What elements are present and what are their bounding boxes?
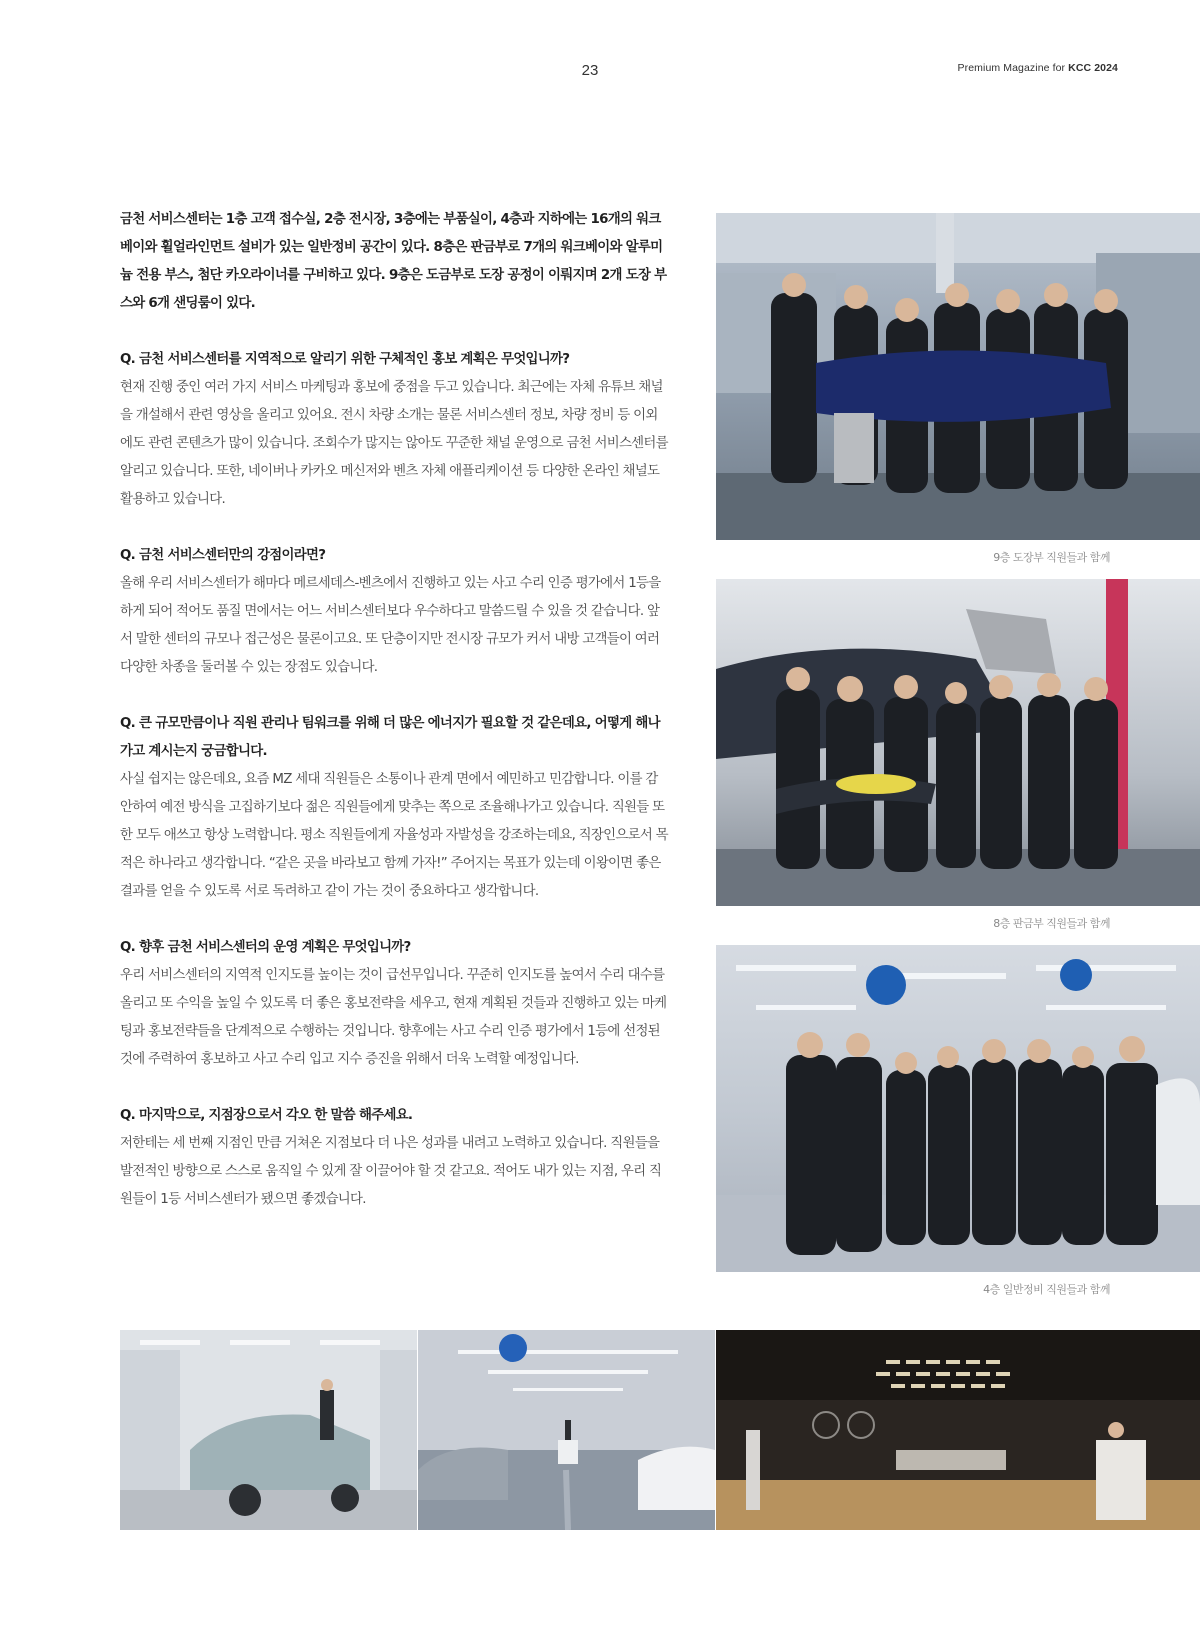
answer-1: 현재 진행 중인 여러 가지 서비스 마케팅과 홍보에 중점을 두고 있습니다. 최근에는 자체 유튜브 채널을 개설해서 관련 영상을 올리고 있어요. 전시 차량 소개는 물론 서비스센터 정보, 차량 정비 등 이외에도 관련 콘텐츠가 많이 있습니다. 조회수가 많지는 않아도 꾸준한 채널 운영으로 금천 서비스센터를 알리고 있습니다. 또한, 네이버나 카카오 메신저와 벤츠 자체 애플리케이션 등 다양한 온라인 채널도 활용하고 있습니다. xyxy=(120,380,668,507)
question-5: Q. 마지막으로, 지점장으로서 각오 한 말씀 해주세요. xyxy=(120,1108,413,1123)
question-3: Q. 큰 규모만큼이나 직원 관리나 팀워크를 위해 더 많은 에너지가 필요할 것 같은데요, 어떻게 해나가고 계시는지 궁금합니다. xyxy=(120,716,660,759)
answer-5: 저한테는 세 번째 지점인 만큼 거쳐온 지점보다 더 나은 성과를 내려고 노력하고 있습니다. 직원들을 발전적인 방향으로 스스로 움직일 수 있게 잘 이끌어야 할 것 같고요. 적어도 내가 있는 지점, 우리 직원들이 1등 서비스센터가 됐으면 좋겠습니다. xyxy=(120,1136,662,1207)
qa-block-2 xyxy=(120,542,668,682)
answer-4: 우리 서비스센터의 지역적 인지도를 높이는 것이 급선무입니다. 꾸준히 인지도를 높여서 수리 대수를 올리고 또 수익을 높일 수 있도록 더 좋은 홍보전략을 세우고, 현재 계획된 것들과 진행하고 있는 마케팅과 홍보전략들을 단계적으로 수행하는 것입니다. 향후에는 사고 수리 인증 평가에서 1등에 선정된 것에 주력하여 홍보하고 사고 수리 입고 지수 증진을 위해서 더욱 노력할 예정입니다. xyxy=(120,968,667,1067)
lead-paragraph: 금천 서비스센터는 1층 고객 접수실, 2층 전시장, 3층에는 부품실이, 4층과 지하에는 16개의 워크베이와 휠얼라인먼트 설비가 있는 일반정비 공간이 있다. 8층은 판금부로 7개의 워크베이와 알루미늄 전용 부스, 첨단 카오라이너를 구비하고 있다. 9층은 도금부로 도장 공정이 이뤄지며 2개 도장 부스와 6개 샌딩룸이 있다. xyxy=(120,212,667,311)
qa-block-3 xyxy=(120,710,668,906)
photo-paint-team xyxy=(716,213,1200,540)
photo-workshop-floor xyxy=(418,1330,715,1530)
masthead-brand: KCC 2024 xyxy=(1068,62,1118,74)
photo-showroom xyxy=(716,1330,1200,1530)
question-1: Q. 금천 서비스센터를 지역적으로 알리기 위한 구체적인 홍보 계획은 무엇입니까? xyxy=(120,352,570,367)
qa-block-1 xyxy=(120,346,668,514)
photo-paint-booth-car xyxy=(120,1330,417,1530)
answer-2: 올해 우리 서비스센터가 해마다 메르세데스-벤츠에서 진행하고 있는 사고 수리 인증 평가에서 1등을 하게 되어 적어도 품질 면에서는 어느 서비스센터보다 우수하다고 말씀드릴 수 있을 것 같습니다. 앞서 말한 센터의 규모나 접근성은 물론이고요. 또 단층이지만 전시장 규모가 커서 내방 고객들이 여러 다양한 차종을 둘러볼 수 있는 장점도 있습니다. xyxy=(120,576,661,675)
photo-bodyshop-team xyxy=(716,579,1200,906)
article-body xyxy=(120,206,668,1214)
page-number: 23 xyxy=(581,62,599,79)
question-4: Q. 향후 금천 서비스센터의 운영 계획은 무엇입니까? xyxy=(120,940,411,955)
caption-bodyshop-team: 8층 판금부 직원들과 함께 xyxy=(993,917,1110,930)
qa-block-5 xyxy=(120,1102,668,1214)
question-2: Q. 금천 서비스센터만의 강점이라면? xyxy=(120,548,326,563)
answer-3: 사실 쉽지는 않은데요, 요즘 MZ 세대 직원들은 소통이나 관계 면에서 예민하고 민감합니다. 이를 감안하여 예전 방식을 고집하기보다 젊은 직원들에게 맞추는 쪽으로 조율해나가고 있습니다. 직원들 또한 모두 애쓰고 항상 노력합니다. 평소 직원들에게 자율성과 자발성을 강조하는데요, 직장인으로서 목적은 하나라고 생각합니다. “같은 곳을 바라보고 함께 가자!” 주어지는 목표가 있는데 이왕이면 좋은 결과를 얻을 수 있도록 서로 독려하고 같이 가는 것이 중요하다고 생각합니다. xyxy=(120,772,668,899)
magazine-masthead xyxy=(958,62,1118,74)
masthead-prefix: Premium Magazine for xyxy=(957,62,1069,74)
caption-maintenance-team: 4층 일반정비 직원들과 함께 xyxy=(983,1283,1110,1296)
photo-maintenance-team xyxy=(716,945,1200,1272)
caption-paint-team: 9층 도장부 직원들과 함께 xyxy=(993,551,1110,564)
qa-block-4 xyxy=(120,934,668,1074)
